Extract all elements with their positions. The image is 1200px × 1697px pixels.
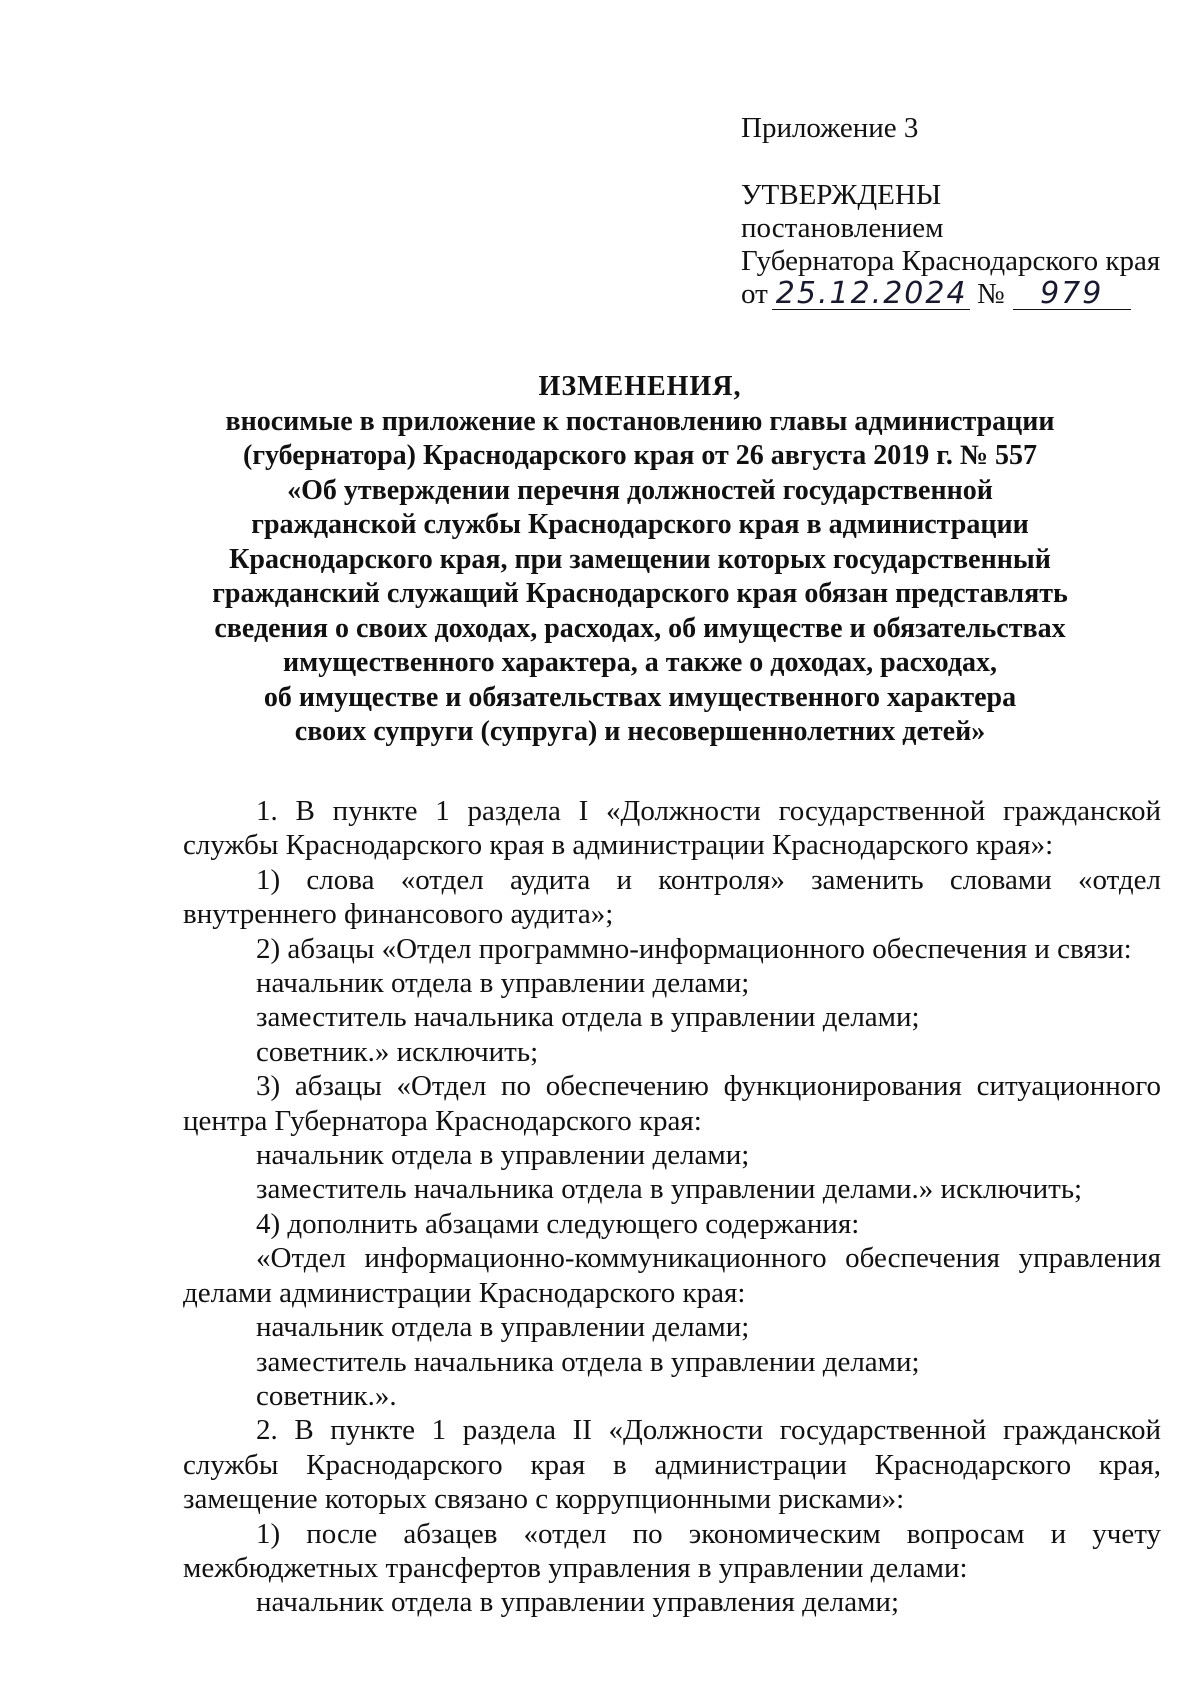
title-heading: ИЗМЕНЕНИЯ,	[538, 371, 742, 402]
paragraph-1-item-4-line: «Отдел информационно-коммуникационного обеспечения управления делами администрации Краснодарского края:	[183, 1242, 1161, 1309]
title-line: сведения о своих доходах, расходах, об имуществе и обязательствах	[214, 612, 1066, 644]
title-line: «Об утверждении перечня должностей государственной	[287, 474, 993, 506]
paragraph-2-item-1: 1) после абзацев «отдел по экономическим вопросам и учету межбюджетных трансфертов управления в управлении делами:	[183, 1517, 1161, 1584]
paragraph-1-item-1: 1) слова «отдел аудита и контроля» заменить словами «отдел внутреннего финансового аудита»;	[183, 863, 1161, 931]
resolution-label: постановлением	[741, 212, 944, 244]
handwritten-number: 979	[1013, 279, 1131, 310]
number-prefix: №	[977, 278, 1005, 310]
paragraph-1-item-4-line: советник.».	[256, 1379, 397, 1412]
date-number-line	[741, 278, 1161, 311]
annex-label: Приложение 3	[741, 112, 919, 144]
title-line: вносимые в приложение к постановлению главы администрации	[225, 405, 1055, 437]
paragraph-1-item-3: 3) абзацы «Отдел по обеспечению функционирования ситуационного центра Губернатора Краснодарского края:	[183, 1070, 1161, 1137]
governor-label: Губернатора Краснодарского края	[741, 245, 1161, 277]
paragraph-1: 1. В пункте 1 раздела I «Должности государственной гражданской службы Краснодарского края в администрации Краснодарского края»:	[183, 795, 1161, 862]
paragraph-1-item-4-line: начальник отдела в управлении делами;	[256, 1311, 750, 1344]
paragraph-1-item-2-line: начальник отдела в управлении делами;	[256, 967, 750, 1000]
approved-label: УТВЕРЖДЕНЫ	[741, 179, 942, 211]
paragraph-1-item-2: 2) абзацы «Отдел программно-информационного обеспечения и связи:	[256, 932, 1132, 965]
date-prefix: от	[741, 278, 768, 310]
paragraph-2-item-1-line: начальник отдела в управлении управления делами;	[256, 1586, 900, 1619]
paragraph-1-item-2-line: советник.» исключить;	[256, 1035, 539, 1068]
paragraph-1-item-3-line: начальник отдела в управлении делами;	[256, 1139, 750, 1172]
paragraph-1-item-4-line: заместитель начальника отдела в управлении делами;	[256, 1345, 920, 1378]
paragraph-2: 2. В пункте 1 раздела II «Должности государственной гражданской службы Краснодарского края в администрации Краснодарского края, замещение которых связано с коррупционными рисками»:	[183, 1414, 1161, 1516]
title-line: имущественного характера, а также о доходах, расходах,	[283, 647, 997, 678]
title-line: Краснодарского края, при замещении которых государственный	[229, 543, 1051, 575]
approval-block	[741, 112, 1161, 311]
title-line: гражданский служащий Краснодарского края обязан представлять	[212, 578, 1068, 609]
title-line: гражданской службы Краснодарского края в администрации	[251, 509, 1029, 540]
paragraph-1-item-2-line: заместитель начальника отдела в управлении делами;	[256, 1001, 920, 1034]
paragraph-1-item-3-line: заместитель начальника отдела в управлении делами.» исключить;	[256, 1173, 1083, 1206]
paragraph-1-item-4: 4) дополнить абзацами следующего содержания:	[256, 1207, 860, 1240]
title-line: (губернатора) Краснодарского края от 26 августа 2019 г. № 557	[243, 440, 1037, 471]
title-line: об имуществе и обязательствах имущественного характера	[263, 681, 1017, 713]
document-body	[183, 794, 1161, 1620]
handwritten-date: 25.12.2024	[772, 279, 970, 310]
document-title	[180, 370, 1100, 750]
title-line: своих супруги (супруга) и несовершеннолетних детей»	[294, 716, 986, 747]
